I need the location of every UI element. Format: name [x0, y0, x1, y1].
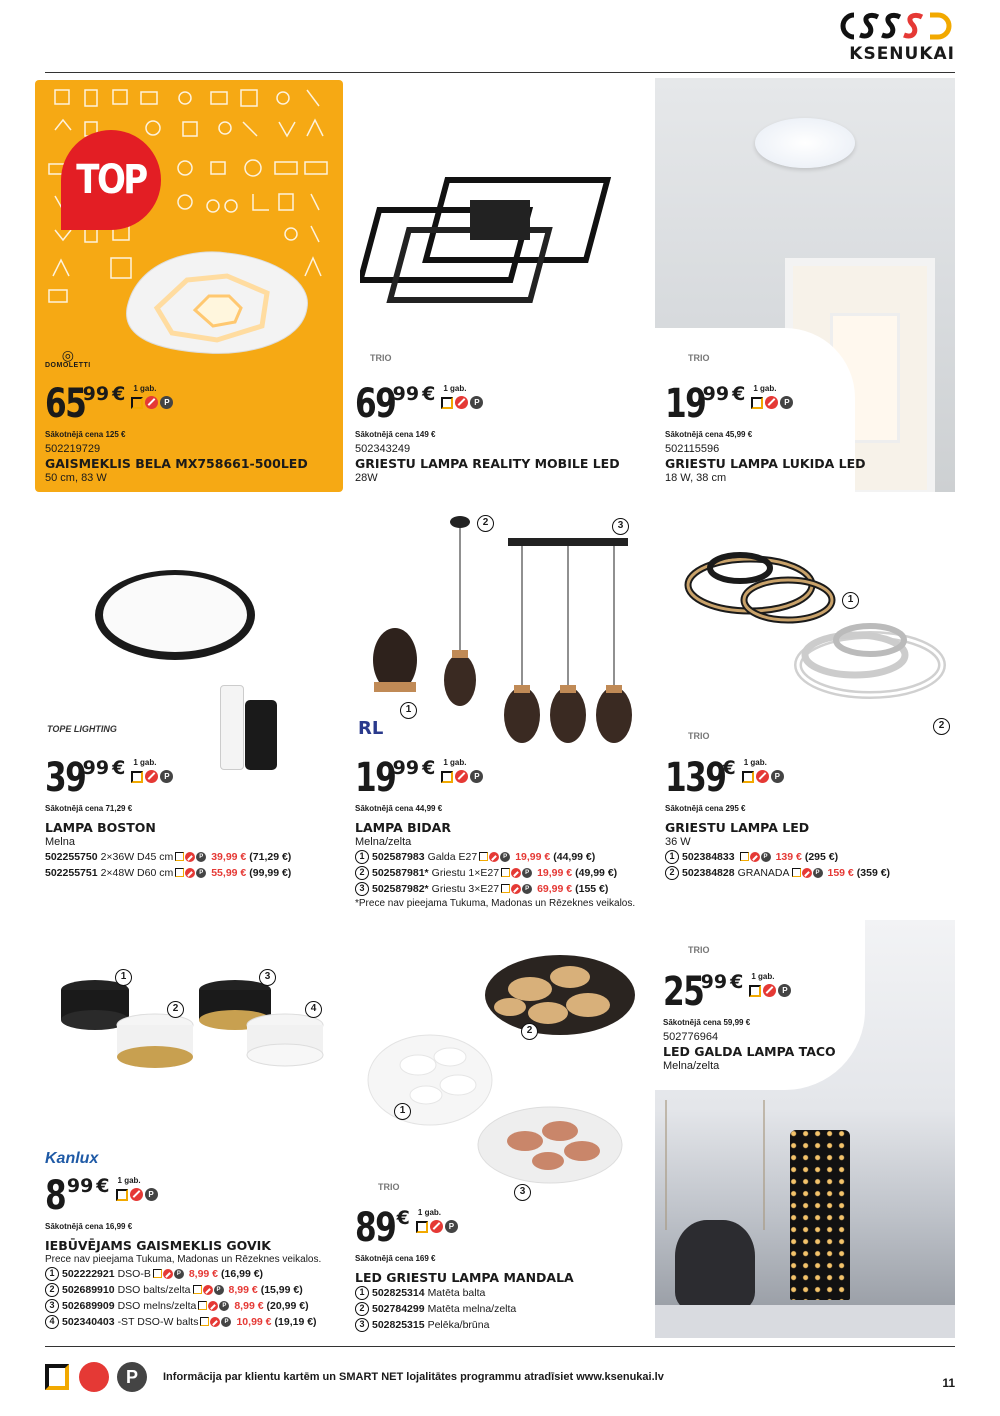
product-card-govik [45, 1173, 345, 1330]
price-int: 25 [663, 969, 704, 1015]
loyalty-icons [792, 868, 823, 878]
price-currency: € [422, 757, 436, 779]
footer [45, 1360, 955, 1394]
card-icon [749, 985, 761, 997]
card-icon [740, 852, 749, 861]
variant-desc: Galda E27 [427, 851, 478, 863]
price-cents: 99 [702, 383, 730, 405]
price [355, 381, 645, 428]
p-icon: P [500, 852, 510, 862]
smart-net-icon [185, 868, 195, 878]
price-cents: 99 [392, 757, 420, 779]
product-image-led-rings [670, 540, 960, 740]
variant-price: 19,99 € [515, 851, 551, 863]
loyalty-icons [416, 1220, 458, 1233]
variant-desc: DSO melns/zelta [117, 1300, 197, 1312]
variant-code: 502255751 [45, 867, 98, 879]
variant-price: 139 € [775, 851, 802, 863]
loyalty-icons [749, 984, 791, 997]
smart-net-icon [430, 1220, 443, 1233]
price-currency: € [722, 757, 736, 779]
price-unit: 1 gab. [743, 758, 767, 767]
price [45, 1173, 345, 1220]
variant-badge-3: 3 [612, 518, 629, 535]
variant-number: 1 [355, 850, 369, 864]
price-currency: € [732, 383, 746, 405]
variant-price: 19,99 € [537, 867, 573, 879]
p-icon: P [219, 1301, 229, 1311]
variant-row [45, 865, 345, 881]
product-title: LED GALDA LAMPA TACO [663, 1044, 836, 1059]
brand-logo-trio: TRIO [688, 353, 710, 363]
variant-number: 4 [45, 1315, 59, 1329]
product-title: GAISMEKLIS BELA MX758661-500LED [45, 456, 308, 471]
smart-net-icon [145, 396, 158, 409]
product-spec: 36 W [665, 836, 691, 848]
variant-row [45, 1314, 345, 1330]
variant-number: 3 [45, 1299, 59, 1313]
variant-code: 502222921 [62, 1268, 115, 1280]
variant-old-price: (20,99 €) [266, 1300, 309, 1312]
price-unit: 1 gab. [133, 384, 157, 393]
variant-old-price: (44,99 €) [553, 851, 596, 863]
variant-badge-1: 1 [394, 1103, 411, 1120]
card-icon [116, 1189, 128, 1201]
variant-row [355, 1285, 655, 1301]
variant-number: 3 [355, 1318, 369, 1332]
smart-net-icon [203, 1285, 213, 1295]
variant-row [355, 849, 655, 865]
price [355, 1205, 655, 1252]
variant-price: 159 € [827, 867, 854, 879]
smart-net-icon [210, 1317, 220, 1327]
variant-code: 502587983 [372, 851, 425, 863]
variant-badge-2: 2 [521, 1023, 538, 1040]
card-icon [131, 771, 143, 783]
smart-net-icon [163, 1269, 173, 1279]
availability-note: Prece nav pieejama Tukuma, Madonas un Rēzeknes veikalos. [45, 1254, 322, 1265]
variant-desc: DSO balts/zelta [117, 1284, 191, 1296]
card-icon [175, 852, 184, 861]
old-price: Sākotnējā cena 295 € [665, 804, 746, 813]
variant-code: 502689910 [62, 1284, 115, 1296]
p-icon: P [174, 1269, 184, 1279]
variant-desc: Matēta melna/zelta [427, 1303, 517, 1315]
loyalty-icons [175, 852, 206, 862]
loyalty-icons [441, 770, 483, 783]
card-icon [45, 1364, 69, 1390]
product-card-lukida [665, 381, 955, 485]
variant-desc: -ST DSO-W balts [117, 1316, 199, 1328]
footer-divider [45, 1346, 955, 1347]
price-currency: € [730, 971, 744, 993]
variant-old-price: (99,99 €) [249, 867, 292, 879]
price-unit: 1 gab. [443, 384, 467, 393]
card-icon [792, 868, 801, 877]
brand-logo-trio: TRIO [378, 1182, 400, 1192]
lamp-boston-shape [95, 570, 255, 660]
variant-number: 1 [45, 1267, 59, 1281]
variant-code: 502384828 [682, 867, 735, 879]
product-card-taco [663, 969, 873, 1073]
card-icon [742, 771, 754, 783]
product-code: 502776964 [663, 1031, 719, 1043]
smart-net-icon [511, 868, 521, 878]
variant-desc: Griestu 1×E27 [431, 867, 500, 879]
price-cents: 99 [66, 1175, 94, 1197]
variant-badge-3: 3 [514, 1184, 531, 1201]
product-title: GRIESTU LAMPA LUKIDA LED [665, 456, 866, 471]
variant-code: 502340403 [62, 1316, 115, 1328]
variant-row [355, 881, 655, 897]
p-icon: P [522, 868, 532, 878]
loyalty-icons [501, 884, 532, 894]
product-color: Melna [45, 836, 75, 848]
loyalty-icons [200, 1317, 231, 1327]
variant-old-price: (15,99 €) [260, 1284, 303, 1296]
price [45, 755, 345, 802]
card-icon [193, 1285, 202, 1294]
product-card-boston [45, 755, 345, 881]
card-icon [479, 852, 488, 861]
loyalty-icons [742, 770, 784, 783]
price-unit: 1 gab. [117, 1176, 141, 1185]
old-price: Sākotnējā cena 59,99 € [663, 1018, 751, 1027]
variant-old-price: (295 €) [804, 851, 839, 863]
variant-code: 502587982* [372, 883, 429, 895]
loyalty-icons [193, 1285, 224, 1295]
brand-logo-rl: RL [358, 718, 384, 739]
loyalty-icons [751, 396, 793, 409]
product-color: Melna/zelta [355, 836, 412, 848]
variant-badge-4: 4 [305, 1001, 322, 1018]
variant-number: 1 [355, 1286, 369, 1300]
variant-price: 55,99 € [211, 867, 247, 879]
variant-number: 1 [665, 850, 679, 864]
price-unit: 1 gab. [753, 384, 777, 393]
p-icon: P [522, 884, 532, 894]
price-currency: € [112, 383, 126, 405]
product-image-bidar [360, 510, 650, 750]
price [665, 755, 955, 802]
price-int: 8 [45, 1173, 66, 1219]
p-icon: P [813, 868, 823, 878]
product-card-led [665, 755, 955, 881]
top-badge-label: TOP [76, 157, 146, 203]
card-icon [416, 1221, 428, 1233]
product-title: LED GRIESTU LAMPA MANDALA [355, 1270, 574, 1285]
variant-row [45, 849, 345, 865]
lamp-lukida-shape [755, 118, 855, 168]
smart-net-icon [765, 396, 778, 409]
variant-row [355, 865, 655, 881]
page-number: 11 [942, 1376, 955, 1390]
variant-badge-1: 1 [115, 969, 132, 986]
variant-desc: 2×36W D45 cm [100, 851, 174, 863]
smart-net-icon [802, 868, 812, 878]
variant-number: 2 [355, 866, 369, 880]
brand-mark [840, 10, 955, 42]
smart-net-icon [145, 770, 158, 783]
p-icon: P [196, 852, 206, 862]
loyalty-icons [740, 852, 771, 862]
variant-code: 502825314 [372, 1287, 425, 1299]
variant-old-price: (49,99 €) [575, 867, 618, 879]
loyalty-icons [131, 396, 173, 409]
header-divider [45, 72, 955, 73]
card-icon [501, 868, 510, 877]
price-unit: 1 gab. [751, 972, 775, 981]
lamp-taco-shape [790, 1130, 850, 1300]
brand-logo-domoletti: ◎ DOMOLETTI [45, 347, 91, 369]
p-icon: P [196, 868, 206, 878]
price-int: 19 [355, 755, 396, 801]
p-icon: P [470, 396, 483, 409]
smart-net-icon [750, 852, 760, 862]
card-icon [441, 771, 453, 783]
brand-logo-kanlux: Kanlux [45, 1150, 99, 1167]
footer-text: Informācija par klientu kartēm un SMART NET lojalitātes programmu atradīsiet www.ksenukai.lv [163, 1371, 664, 1383]
smart-net-icon [130, 1188, 143, 1201]
variant-row [45, 1298, 345, 1314]
vase [675, 1220, 755, 1310]
product-title: LAMPA BIDAR [355, 820, 451, 835]
price-currency: € [96, 1175, 110, 1197]
variant-badge-2: 2 [167, 1001, 184, 1018]
variant-code: 502384833 [682, 851, 735, 863]
product-title: GRIESTU LAMPA REALITY MOBILE LED [355, 456, 620, 471]
price-currency: € [112, 757, 126, 779]
variant-price: 8,99 € [234, 1300, 264, 1312]
smart-net-icon [455, 770, 468, 783]
price-int: 69 [355, 381, 396, 427]
product-title: IEBŪVĒJAMS GAISMEKLIS GOVIK [45, 1238, 271, 1253]
smart-net-icon [79, 1362, 109, 1392]
product-card-bidar [355, 755, 655, 910]
product-card-bela [45, 381, 335, 485]
loyalty-icons [501, 868, 532, 878]
loyalty-icons [116, 1188, 158, 1201]
variant-price: 8,99 € [188, 1268, 219, 1280]
variant-price: 8,99 € [228, 1284, 258, 1296]
smart-net-icon [511, 884, 521, 894]
variant-row [45, 1282, 345, 1298]
old-price: Sākotnējā cena 16,99 € [45, 1222, 133, 1231]
variant-code: 502689909 [62, 1300, 115, 1312]
price-unit: 1 gab. [417, 1208, 442, 1217]
product-code: 502343249 [355, 443, 411, 455]
brand-logo-trio: TRIO [688, 731, 710, 741]
smart-net-icon [185, 852, 195, 862]
ksenukai-logo [840, 10, 955, 70]
price-int: 19 [665, 381, 706, 427]
variant-code: 502825315 [372, 1319, 425, 1331]
loyalty-icons [441, 396, 483, 409]
p-icon: P [780, 396, 793, 409]
variant-row [665, 865, 955, 881]
product-image-boston [90, 570, 290, 780]
product-code: 502115596 [665, 443, 720, 455]
loyalty-icons [479, 852, 510, 862]
p-icon: P [117, 1362, 147, 1392]
variant-old-price: (16,99 €) [221, 1268, 264, 1280]
card-icon [751, 397, 763, 409]
variant-old-price: (71,29 €) [249, 851, 292, 863]
loyalty-icons [175, 868, 206, 878]
variant-desc: 2×48W D60 cm [100, 867, 174, 879]
variant-code: 502784299 [372, 1303, 425, 1315]
p-icon: P [778, 984, 791, 997]
old-price: Sākotnējā cena 45,99 € [665, 430, 753, 439]
price-cents: 99 [82, 383, 110, 405]
variant-desc: GRANADA [737, 867, 790, 879]
p-icon: P [221, 1317, 231, 1327]
brand-logo-trio: TRIO [688, 945, 710, 955]
p-icon: P [160, 770, 173, 783]
p-icon: P [771, 770, 784, 783]
product-title: GRIESTU LAMPA LED [665, 820, 810, 835]
price-cents: 99 [82, 757, 110, 779]
variant-price: 39,99 € [211, 851, 247, 863]
price-currency: € [396, 1207, 410, 1229]
p-icon: P [145, 1188, 158, 1201]
card-icon [153, 1269, 162, 1278]
smart-net-icon [763, 984, 776, 997]
price-int: 89 [355, 1205, 396, 1251]
price [663, 969, 873, 1016]
brand-logo-tope: TOPE LIGHTING [47, 724, 117, 734]
variant-badge-1: 1 [400, 702, 417, 719]
product-code: 502219729 [45, 443, 101, 455]
variant-desc: Pelēka/brūna [427, 1319, 490, 1331]
variant-badge-1: 1 [842, 592, 859, 609]
product-card-mandala [355, 1205, 655, 1333]
p-icon: P [761, 852, 771, 862]
variant-desc: DSO-B [117, 1268, 151, 1280]
variant-badge-2: 2 [477, 515, 494, 532]
product-color: Melna/zelta [663, 1060, 720, 1072]
price-cents: 99 [700, 971, 728, 993]
variant-old-price: (155 €) [575, 883, 609, 895]
variant-number: 2 [45, 1283, 59, 1297]
dried-grass [665, 1100, 765, 1230]
card-icon [501, 884, 510, 893]
p-icon: P [160, 396, 173, 409]
price [45, 381, 335, 428]
price-int: 65 [45, 381, 86, 427]
brand-name: KSENUKAI [849, 44, 955, 64]
loyalty-icons [198, 1301, 229, 1311]
product-card-reality [355, 381, 645, 485]
smart-net-icon [455, 396, 468, 409]
old-price: Sākotnējā cena 44,99 € [355, 804, 443, 813]
variant-code: 502255750 [45, 851, 98, 863]
old-price: Sākotnējā cena 169 € [355, 1254, 436, 1263]
variant-number: 3 [355, 882, 369, 896]
table-surface [655, 1305, 955, 1338]
price-cents: 99 [392, 383, 420, 405]
p-icon: P [214, 1285, 224, 1295]
variant-price: 10,99 € [236, 1316, 272, 1328]
variant-old-price: (359 €) [856, 867, 891, 879]
variant-number: 2 [665, 866, 679, 880]
smart-net-icon [208, 1301, 218, 1311]
loyalty-icons [131, 770, 173, 783]
product-image-govik [55, 965, 335, 1085]
variant-badge-2: 2 [933, 718, 950, 735]
lamp-bela-shape [117, 248, 317, 358]
variant-price: 69,99 € [537, 883, 573, 895]
variant-badge-3: 3 [259, 969, 276, 986]
price [355, 755, 655, 802]
card-icon [198, 1301, 207, 1310]
product-image-reality [360, 170, 640, 310]
variant-code: 502587981* [372, 867, 429, 879]
variant-desc: Matēta balta [427, 1287, 486, 1299]
product-image-mandala [360, 945, 650, 1205]
variant-old-price: (19,19 €) [274, 1316, 317, 1328]
product-spec: 50 cm, 83 W [45, 472, 107, 484]
price-unit: 1 gab. [443, 758, 467, 767]
old-price: Sākotnējā cena 71,29 € [45, 804, 133, 813]
brand-logo-trio: TRIO [370, 353, 392, 363]
old-price: Sākotnējā cena 125 € [45, 430, 126, 439]
card-icon [441, 397, 453, 409]
card-icon [200, 1317, 209, 1326]
price-int: 139 [665, 755, 726, 801]
old-price: Sākotnējā cena 149 € [355, 430, 436, 439]
product-spec: 18 W, 38 cm [665, 472, 727, 484]
smart-net-icon [756, 770, 769, 783]
p-icon: P [445, 1220, 458, 1233]
p-icon: P [470, 770, 483, 783]
price [665, 381, 955, 428]
product-spec: 28W [355, 472, 378, 484]
availability-note: *Prece nav pieejama Tukuma, Madonas un Rēzeknes veikalos. [355, 898, 636, 909]
variant-number: 2 [355, 1302, 369, 1316]
card-icon [175, 868, 184, 877]
price-int: 39 [45, 755, 86, 801]
variant-row [355, 1317, 655, 1333]
product-title: LAMPA BOSTON [45, 820, 156, 835]
price-currency: € [422, 383, 436, 405]
variant-row [665, 849, 955, 865]
variant-row [45, 1266, 345, 1282]
variant-desc: Griestu 3×E27 [431, 883, 500, 895]
card-icon [131, 397, 143, 409]
loyalty-icons [153, 1269, 184, 1279]
top-badge [61, 130, 161, 230]
variant-row [355, 1301, 655, 1317]
smart-net-icon [489, 852, 499, 862]
price-unit: 1 gab. [133, 758, 157, 767]
